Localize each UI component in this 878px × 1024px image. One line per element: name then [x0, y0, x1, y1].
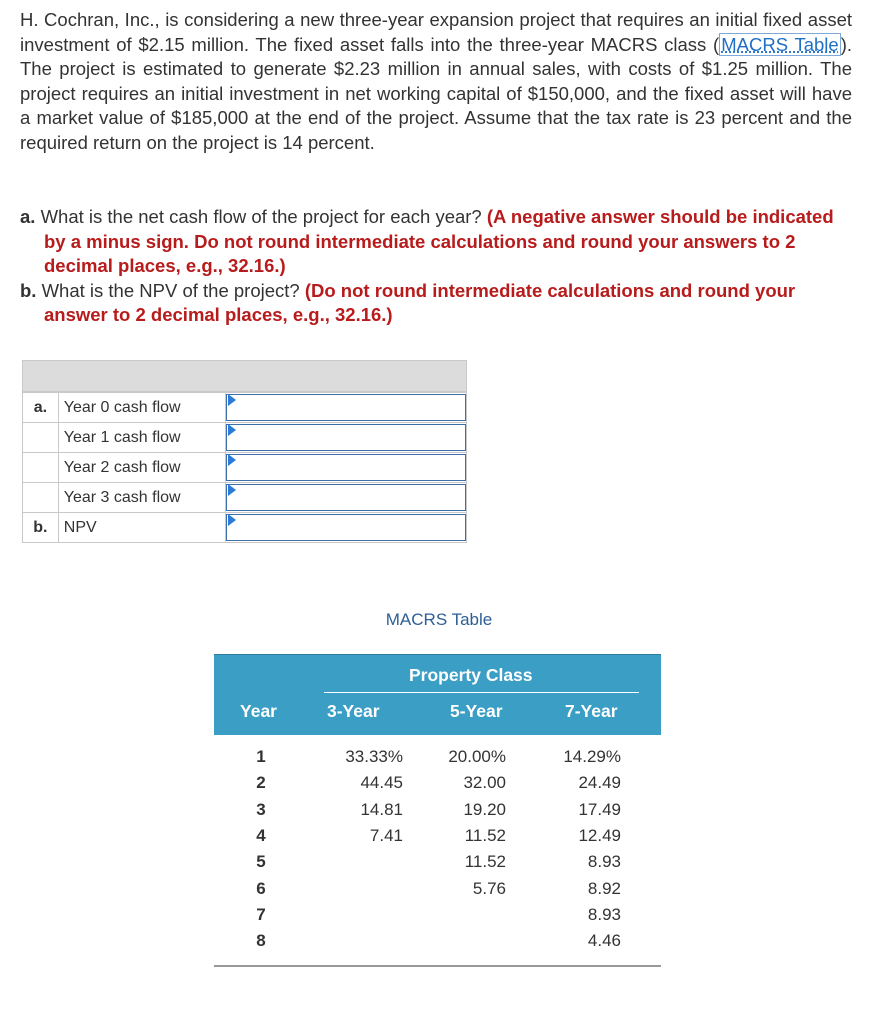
seven-year-header: 7-Year	[565, 701, 618, 721]
question-b-instruction: (Do not round intermediate calculations and round your answer to 2 decimal places, e.g., 32.16.)	[44, 279, 796, 325]
macrs-year: 5	[256, 852, 266, 872]
year-2-cash-flow-input[interactable]	[226, 454, 466, 481]
macrs-7yr-value: 17.49	[578, 799, 621, 819]
macrs-7yr-value: 8.93	[587, 852, 621, 872]
answer-cell	[226, 453, 467, 483]
year-0-cash-flow-input[interactable]	[226, 394, 466, 421]
questions	[20, 205, 852, 328]
table-row	[23, 513, 467, 543]
macrs-7yr-value: 8.93	[587, 904, 621, 924]
macrs-header	[214, 654, 661, 735]
macrs-5yr-value: 20.00%	[448, 747, 506, 766]
marker-icon	[228, 514, 236, 526]
table-row	[23, 483, 467, 513]
table-row	[23, 423, 467, 453]
question-b-text: What is the NPV of the project?	[36, 279, 305, 301]
macrs-year: 7	[256, 904, 266, 924]
macrs-3yr-value: 7.41	[369, 825, 403, 845]
macrs-year: 3	[256, 799, 266, 819]
macrs-year: 6	[256, 878, 266, 898]
row-letter	[23, 453, 59, 483]
answer-cell	[226, 393, 467, 423]
row-label: Year 3 cash flow	[58, 483, 226, 513]
macrs-table	[214, 654, 661, 967]
macrs-5yr-value: 19.20	[463, 799, 506, 819]
macrs-7yr-value: 4.46	[587, 931, 621, 951]
question-b-letter: b.	[20, 279, 37, 301]
problem-text-after: ). The project is estimated to generate $2.23 million in annual sales, with costs of $1.25 million. The project requires an initial investment in net working capital of $150,000, and the fixed asset will have a market value of $185,000 at the end of the project. Assume that the tax rate is 23 percent and the required return on the project is 14 percent.	[20, 33, 852, 153]
macrs-table-link[interactable]: MACRS Table	[721, 33, 839, 55]
problem-statement	[20, 8, 852, 155]
macrs-5yr-value: 11.52	[464, 852, 506, 872]
header-divider	[324, 692, 639, 693]
question-b	[20, 279, 852, 328]
macrs-year: 4	[256, 825, 266, 845]
macrs-7yr-value: 8.92	[587, 878, 621, 898]
macrs-5yr-value: 32.00	[463, 773, 506, 793]
macrs-year: 1	[256, 747, 266, 766]
macrs-3yr-value: 14.81	[360, 799, 403, 819]
row-letter: a.	[23, 393, 59, 423]
macrs-title: MACRS Table	[385, 610, 493, 629]
answer-cell	[226, 423, 467, 453]
year-header: Year	[240, 701, 277, 721]
marker-icon	[228, 424, 236, 436]
year-3-cash-flow-input[interactable]	[226, 484, 466, 511]
macrs-7yr-value: 24.49	[578, 773, 621, 793]
marker-icon	[228, 454, 236, 466]
answer-cell	[226, 483, 467, 513]
row-letter: b.	[23, 513, 59, 543]
three-year-header: 3-Year	[327, 701, 380, 721]
row-letter	[23, 423, 59, 453]
row-label: Year 2 cash flow	[58, 453, 226, 483]
macrs-year: 2	[256, 773, 266, 793]
npv-input[interactable]	[226, 514, 466, 541]
question-a-text: What is the net cash flow of the project for each year?	[35, 206, 487, 227]
row-label: Year 1 cash flow	[58, 423, 226, 453]
answer-cell	[226, 513, 467, 543]
macrs-3yr-value: 33.33%	[345, 747, 403, 766]
macrs-5yr-value: 5.76	[472, 878, 506, 898]
macrs-7yr-value: 14.29%	[563, 747, 621, 766]
problem-text-before: H. Cochran, Inc., is considering a new three-year expansion project that requires an initial fixed asset investment of $2.15 million. The fixed asset falls into the three-year MACRS class (	[20, 9, 852, 55]
row-letter	[23, 483, 59, 513]
question-a	[20, 205, 852, 279]
marker-icon	[228, 484, 236, 496]
question-a-instruction: (A negative answer should be indicated by a minus sign. Do not round intermediate calculations and round your answers to 2 decimal places, e.g., 32.16.)	[44, 206, 834, 276]
row-label: NPV	[58, 513, 226, 543]
macrs-5yr-value: 11.52	[464, 825, 506, 845]
row-label: Year 0 cash flow	[58, 393, 226, 423]
answer-table-header	[22, 360, 467, 392]
property-class-header: Property Class	[409, 665, 533, 685]
table-row	[23, 393, 467, 423]
table-row	[23, 453, 467, 483]
marker-icon	[228, 394, 236, 406]
question-a-letter: a.	[20, 206, 36, 227]
macrs-3yr-value: 44.45	[360, 773, 403, 793]
macrs-body	[214, 735, 661, 967]
macrs-year: 8	[256, 931, 266, 951]
answer-table	[22, 360, 467, 543]
five-year-header: 5-Year	[450, 701, 503, 721]
macrs-7yr-value: 12.49	[578, 825, 621, 845]
year-1-cash-flow-input[interactable]	[226, 424, 466, 451]
